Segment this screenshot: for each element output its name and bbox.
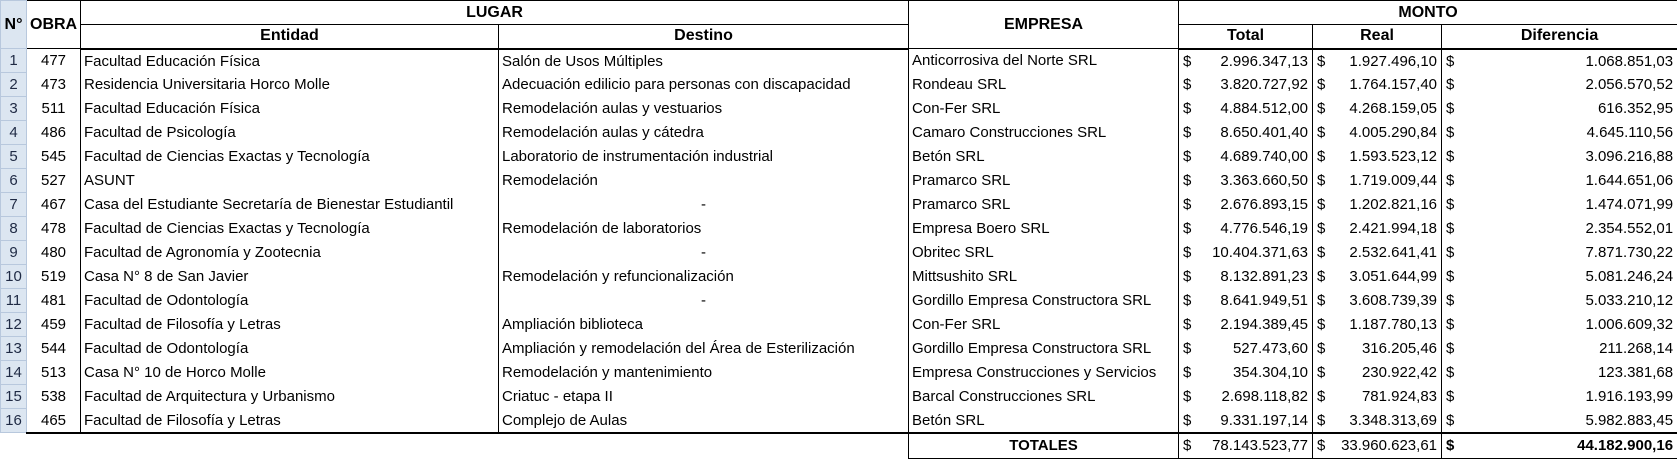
monto-real-cell <box>1313 121 1442 145</box>
row-number: 14 <box>1 361 27 385</box>
entidad-cell: Facultad de Ciencias Exactas y Tecnología <box>81 145 499 169</box>
currency-symbol: $ <box>1317 340 1326 357</box>
monto-diferencia: 1.068.851,03 <box>1585 52 1674 70</box>
obra-cell: 477 <box>27 49 81 73</box>
monto-total-cell <box>1179 289 1313 313</box>
monto-total-cell <box>1179 217 1313 241</box>
row-number: 4 <box>1 121 27 145</box>
currency-symbol: $ <box>1446 148 1455 165</box>
monto-real-cell <box>1313 145 1442 169</box>
monto-total-cell <box>1179 313 1313 337</box>
monto-real: 230.922,42 <box>1361 364 1438 381</box>
currency-symbol: $ <box>1183 340 1192 357</box>
table-body <box>1 49 1677 433</box>
monto-total: 527.473,60 <box>1232 340 1309 357</box>
currency-symbol: $ <box>1317 196 1326 213</box>
row-number: 15 <box>1 385 27 409</box>
monto-total-cell <box>1179 169 1313 193</box>
header-entidad: Entidad <box>81 25 499 49</box>
empresa-cell: Anticorrosiva del Norte SRL <box>909 49 1179 73</box>
monto-real: 1.187.780,13 <box>1349 316 1438 333</box>
destino-cell: Salón de Usos Múltiples <box>499 49 909 73</box>
destino-cell: Ampliación biblioteca <box>499 313 909 337</box>
entidad-cell: Residencia Universitaria Horco Molle <box>81 73 499 97</box>
monto-real-cell <box>1313 217 1442 241</box>
currency-symbol: $ <box>1317 268 1326 285</box>
entidad-cell: Casa N° 10 de Horco Molle <box>81 361 499 385</box>
entidad-cell: Facultad de Filosofía y Letras <box>81 409 499 433</box>
monto-real: 3.608.739,39 <box>1349 292 1438 309</box>
totals-real-cell <box>1313 433 1442 459</box>
monto-total-cell <box>1179 49 1313 73</box>
empresa-cell: Empresa Construcciones y Servicios <box>909 361 1179 385</box>
table-row <box>1 265 1677 289</box>
currency-symbol: $ <box>1183 388 1192 405</box>
table-row <box>1 385 1677 409</box>
currency-symbol: $ <box>1183 437 1192 455</box>
monto-diferencia: 7.871.730,22 <box>1585 244 1674 261</box>
table-row <box>1 193 1677 217</box>
monto-real: 781.924,83 <box>1361 388 1438 405</box>
table-row <box>1 145 1677 169</box>
table-row <box>1 289 1677 313</box>
totals-diferencia: 44.182.900,16 <box>1577 437 1674 455</box>
table-row <box>1 169 1677 193</box>
currency-symbol: $ <box>1317 388 1326 405</box>
monto-real-cell <box>1313 193 1442 217</box>
monto-total-cell <box>1179 337 1313 361</box>
monto-diferencia: 211.268,14 <box>1599 340 1674 357</box>
monto-real-cell <box>1313 313 1442 337</box>
row-number: 2 <box>1 73 27 97</box>
currency-symbol: $ <box>1317 124 1326 141</box>
destino-cell: Remodelación de laboratorios <box>499 217 909 241</box>
currency-symbol: $ <box>1183 364 1192 381</box>
currency-symbol: $ <box>1183 148 1192 165</box>
monto-total: 2.194.389,45 <box>1220 316 1309 333</box>
monto-diferencia-cell <box>1442 73 1677 97</box>
monto-total: 2.996.347,13 <box>1220 52 1309 70</box>
monto-real-cell <box>1313 337 1442 361</box>
destino-cell: Laboratorio de instrumentación industrial <box>499 145 909 169</box>
currency-symbol: $ <box>1317 172 1326 189</box>
row-number: 7 <box>1 193 27 217</box>
monto-total: 4.689.740,00 <box>1220 148 1309 165</box>
monto-total: 2.698.118,82 <box>1221 388 1309 405</box>
obra-cell: 481 <box>27 289 81 313</box>
monto-total-cell <box>1179 145 1313 169</box>
monto-real: 1.927.496,10 <box>1349 52 1438 70</box>
row-number: 5 <box>1 145 27 169</box>
obra-cell: 486 <box>27 121 81 145</box>
totals-total: 78.143.523,77 <box>1212 437 1309 455</box>
monto-diferencia: 5.033.210,12 <box>1585 292 1674 309</box>
currency-symbol: $ <box>1446 268 1455 285</box>
destino-cell: Criatuc - etapa II <box>499 385 909 409</box>
empresa-cell: Pramarco SRL <box>909 193 1179 217</box>
header-diferencia: Diferencia <box>1442 25 1677 49</box>
monto-diferencia-cell <box>1442 361 1677 385</box>
currency-symbol: $ <box>1317 364 1326 381</box>
destino-cell: Remodelación y mantenimiento <box>499 361 909 385</box>
monto-total-cell <box>1179 193 1313 217</box>
currency-symbol: $ <box>1317 76 1326 93</box>
entidad-cell: Facultad de Odontología <box>81 337 499 361</box>
monto-real-cell <box>1313 241 1442 265</box>
monto-diferencia: 5.982.883,45 <box>1585 411 1674 429</box>
empresa-cell: Betón SRL <box>909 409 1179 433</box>
monto-real-cell <box>1313 73 1442 97</box>
monto-diferencia-cell <box>1442 145 1677 169</box>
currency-symbol: $ <box>1183 124 1192 141</box>
destino-cell: Remodelación y refuncionalización <box>499 265 909 289</box>
entidad-cell: Casa del Estudiante Secretaría de Bienestar Estudiantil <box>81 193 499 217</box>
monto-diferencia-cell <box>1442 97 1677 121</box>
entidad-cell: Facultad Educación Física <box>81 49 499 73</box>
monto-total-cell <box>1179 265 1313 289</box>
currency-symbol: $ <box>1446 220 1455 237</box>
table-footer <box>1 433 1677 459</box>
obra-cell: 465 <box>27 409 81 433</box>
table-row <box>1 313 1677 337</box>
monto-total-cell <box>1179 361 1313 385</box>
monto-real-cell <box>1313 409 1442 433</box>
monto-real-cell <box>1313 265 1442 289</box>
monto-diferencia-cell <box>1442 121 1677 145</box>
row-number: 16 <box>1 409 27 433</box>
monto-total: 8.132.891,23 <box>1220 268 1309 285</box>
obra-cell: 511 <box>27 97 81 121</box>
monto-real-cell <box>1313 169 1442 193</box>
currency-symbol: $ <box>1317 244 1326 261</box>
header-destino: Destino <box>499 25 909 49</box>
header-num: N° <box>1 1 27 49</box>
row-number: 10 <box>1 265 27 289</box>
header-real: Real <box>1313 25 1442 49</box>
destino-cell: Adecuación edilicio para personas con discapacidad <box>499 73 909 97</box>
table-row <box>1 217 1677 241</box>
monto-total: 4.884.512,00 <box>1220 100 1309 117</box>
monto-total-cell <box>1179 97 1313 121</box>
currency-symbol: $ <box>1317 411 1326 429</box>
empresa-cell: Obritec SRL <box>909 241 1179 265</box>
monto-diferencia: 123.381,68 <box>1597 364 1674 381</box>
row-number: 3 <box>1 97 27 121</box>
empresa-cell: Mittsushito SRL <box>909 265 1179 289</box>
destino-cell: Remodelación aulas y vestuarios <box>499 97 909 121</box>
monto-real: 1.593.523,12 <box>1349 148 1438 165</box>
monto-total-cell <box>1179 73 1313 97</box>
totals-diferencia-cell <box>1442 433 1677 459</box>
entidad-cell: ASUNT <box>81 169 499 193</box>
header-lugar: LUGAR <box>81 1 909 25</box>
monto-diferencia: 1.916.193,99 <box>1585 388 1674 405</box>
currency-symbol: $ <box>1183 411 1192 429</box>
row-number: 12 <box>1 313 27 337</box>
blank-cell <box>27 433 81 459</box>
currency-symbol: $ <box>1183 172 1192 189</box>
totals-real: 33.960.623,61 <box>1341 437 1438 455</box>
destino-cell: - <box>499 193 909 217</box>
obra-cell: 527 <box>27 169 81 193</box>
totals-row <box>1 433 1677 459</box>
currency-symbol: $ <box>1317 220 1326 237</box>
monto-total: 4.776.546,19 <box>1220 220 1309 237</box>
currency-symbol: $ <box>1446 292 1455 309</box>
table-row <box>1 409 1677 433</box>
destino-cell: Complejo de Aulas <box>499 409 909 433</box>
table-row <box>1 241 1677 265</box>
monto-diferencia: 1.006.609,32 <box>1585 316 1674 333</box>
monto-diferencia: 1.644.651,06 <box>1585 172 1674 189</box>
entidad-cell: Casa N° 8 de San Javier <box>81 265 499 289</box>
empresa-cell: Camaro Construcciones SRL <box>909 121 1179 145</box>
monto-total: 354.304,10 <box>1232 364 1309 381</box>
monto-total-cell <box>1179 121 1313 145</box>
monto-diferencia-cell <box>1442 217 1677 241</box>
obra-cell: 519 <box>27 265 81 289</box>
currency-symbol: $ <box>1446 76 1455 93</box>
monto-diferencia: 4.645.110,56 <box>1586 124 1674 141</box>
monto-total: 3.820.727,92 <box>1220 76 1309 93</box>
destino-cell: - <box>499 241 909 265</box>
currency-symbol: $ <box>1317 100 1326 117</box>
currency-symbol: $ <box>1183 52 1192 70</box>
table-row <box>1 121 1677 145</box>
monto-real: 2.532.641,41 <box>1349 244 1438 261</box>
obra-cell: 459 <box>27 313 81 337</box>
currency-symbol: $ <box>1317 148 1326 165</box>
entidad-cell: Facultad de Ciencias Exactas y Tecnología <box>81 217 499 241</box>
obra-cell: 538 <box>27 385 81 409</box>
monto-real-cell <box>1313 289 1442 313</box>
destino-cell: Remodelación <box>499 169 909 193</box>
currency-symbol: $ <box>1446 100 1455 117</box>
monto-diferencia: 3.096.216,88 <box>1585 148 1674 165</box>
monto-diferencia: 2.056.570,52 <box>1585 76 1674 93</box>
monto-real-cell <box>1313 97 1442 121</box>
monto-real-cell <box>1313 361 1442 385</box>
header-obra: OBRA <box>27 1 81 49</box>
table-row <box>1 73 1677 97</box>
totals-label: TOTALES <box>909 433 1179 459</box>
monto-total-cell <box>1179 385 1313 409</box>
obra-cell: 545 <box>27 145 81 169</box>
monto-diferencia-cell <box>1442 169 1677 193</box>
currency-symbol: $ <box>1446 52 1455 70</box>
entidad-cell: Facultad de Filosofía y Letras <box>81 313 499 337</box>
currency-symbol: $ <box>1183 292 1192 309</box>
row-number: 9 <box>1 241 27 265</box>
blank-cell <box>499 433 909 459</box>
monto-diferencia: 5.081.246,24 <box>1585 268 1674 285</box>
obra-cell: 480 <box>27 241 81 265</box>
monto-total-cell <box>1179 241 1313 265</box>
table-row <box>1 97 1677 121</box>
currency-symbol: $ <box>1446 388 1455 405</box>
obra-cell: 467 <box>27 193 81 217</box>
obra-cell: 473 <box>27 73 81 97</box>
currency-symbol: $ <box>1446 124 1455 141</box>
monto-real-cell <box>1313 49 1442 73</box>
currency-symbol: $ <box>1317 52 1326 70</box>
currency-symbol: $ <box>1317 437 1326 455</box>
monto-total: 3.363.660,50 <box>1220 172 1309 189</box>
currency-symbol: $ <box>1183 268 1192 285</box>
destino-cell: Ampliación y remodelación del Área de Esterilización <box>499 337 909 361</box>
monto-diferencia-cell <box>1442 337 1677 361</box>
monto-diferencia: 616.352,95 <box>1597 100 1674 117</box>
row-number: 8 <box>1 217 27 241</box>
currency-symbol: $ <box>1446 196 1455 213</box>
monto-total: 2.676.893,15 <box>1220 196 1309 213</box>
entidad-cell: Facultad de Odontología <box>81 289 499 313</box>
empresa-cell: Barcal Construcciones SRL <box>909 385 1179 409</box>
currency-symbol: $ <box>1183 316 1192 333</box>
obra-cell: 513 <box>27 361 81 385</box>
empresa-cell: Gordillo Empresa Constructora SRL <box>909 289 1179 313</box>
currency-symbol: $ <box>1183 220 1192 237</box>
obra-cell: 478 <box>27 217 81 241</box>
monto-diferencia-cell <box>1442 193 1677 217</box>
currency-symbol: $ <box>1446 364 1455 381</box>
empresa-cell: Betón SRL <box>909 145 1179 169</box>
monto-real: 3.051.644,99 <box>1349 268 1438 285</box>
row-number: 1 <box>1 49 27 73</box>
empresa-cell: Con-Fer SRL <box>909 97 1179 121</box>
empresa-cell: Con-Fer SRL <box>909 313 1179 337</box>
monto-real: 2.421.994,18 <box>1349 220 1438 237</box>
empresa-cell: Rondeau SRL <box>909 73 1179 97</box>
monto-real: 3.348.313,69 <box>1349 411 1438 429</box>
currency-symbol: $ <box>1446 244 1455 261</box>
header-total: Total <box>1179 25 1313 49</box>
monto-real: 316.205,46 <box>1361 340 1438 357</box>
monto-diferencia-cell <box>1442 49 1677 73</box>
monto-diferencia-cell <box>1442 313 1677 337</box>
monto-real: 4.268.159,05 <box>1349 100 1438 117</box>
header-monto: MONTO <box>1179 1 1677 25</box>
currency-symbol: $ <box>1446 411 1455 429</box>
monto-diferencia: 1.474.071,99 <box>1585 196 1674 213</box>
monto-total: 8.650.401,40 <box>1220 124 1309 141</box>
totals-total-cell <box>1179 433 1313 459</box>
monto-real: 1.202.821,16 <box>1349 196 1438 213</box>
entidad-cell: Facultad de Arquitectura y Urbanismo <box>81 385 499 409</box>
entidad-cell: Facultad Educación Física <box>81 97 499 121</box>
destino-cell: Remodelación aulas y cátedra <box>499 121 909 145</box>
blank-cell <box>81 433 499 459</box>
currency-symbol: $ <box>1183 244 1192 261</box>
currency-symbol: $ <box>1446 437 1455 455</box>
currency-symbol: $ <box>1317 316 1326 333</box>
obra-cell: 544 <box>27 337 81 361</box>
empresa-cell: Gordillo Empresa Constructora SRL <box>909 337 1179 361</box>
destino-cell: - <box>499 289 909 313</box>
monto-total-cell <box>1179 409 1313 433</box>
monto-diferencia-cell <box>1442 409 1677 433</box>
monto-diferencia-cell <box>1442 241 1677 265</box>
empresa-cell: Empresa Boero SRL <box>909 217 1179 241</box>
entidad-cell: Facultad de Psicología <box>81 121 499 145</box>
entidad-cell: Facultad de Agronomía y Zootecnia <box>81 241 499 265</box>
currency-symbol: $ <box>1317 292 1326 309</box>
monto-diferencia-cell <box>1442 265 1677 289</box>
currency-symbol: $ <box>1183 100 1192 117</box>
monto-diferencia: 2.354.552,01 <box>1585 220 1674 237</box>
currency-symbol: $ <box>1183 76 1192 93</box>
monto-real: 1.764.157,40 <box>1349 76 1438 93</box>
currency-symbol: $ <box>1446 172 1455 189</box>
currency-symbol: $ <box>1446 340 1455 357</box>
blank-cell <box>1 433 27 459</box>
table-header <box>1 1 1677 49</box>
monto-total: 10.404.371,63 <box>1212 244 1309 261</box>
table-row <box>1 337 1677 361</box>
monto-total: 8.641.949,51 <box>1220 292 1309 309</box>
row-number: 11 <box>1 289 27 313</box>
monto-diferencia-cell <box>1442 289 1677 313</box>
table-row <box>1 361 1677 385</box>
monto-diferencia-cell <box>1442 385 1677 409</box>
monto-real: 4.005.290,84 <box>1349 124 1438 141</box>
row-number: 13 <box>1 337 27 361</box>
monto-real: 1.719.009,44 <box>1349 172 1438 189</box>
empresa-cell: Pramarco SRL <box>909 169 1179 193</box>
row-number: 6 <box>1 169 27 193</box>
table-row <box>1 49 1677 73</box>
header-empresa: EMPRESA <box>909 1 1179 49</box>
monto-real-cell <box>1313 385 1442 409</box>
currency-symbol: $ <box>1183 196 1192 213</box>
currency-symbol: $ <box>1446 316 1455 333</box>
monto-total: 9.331.197,14 <box>1220 411 1309 429</box>
